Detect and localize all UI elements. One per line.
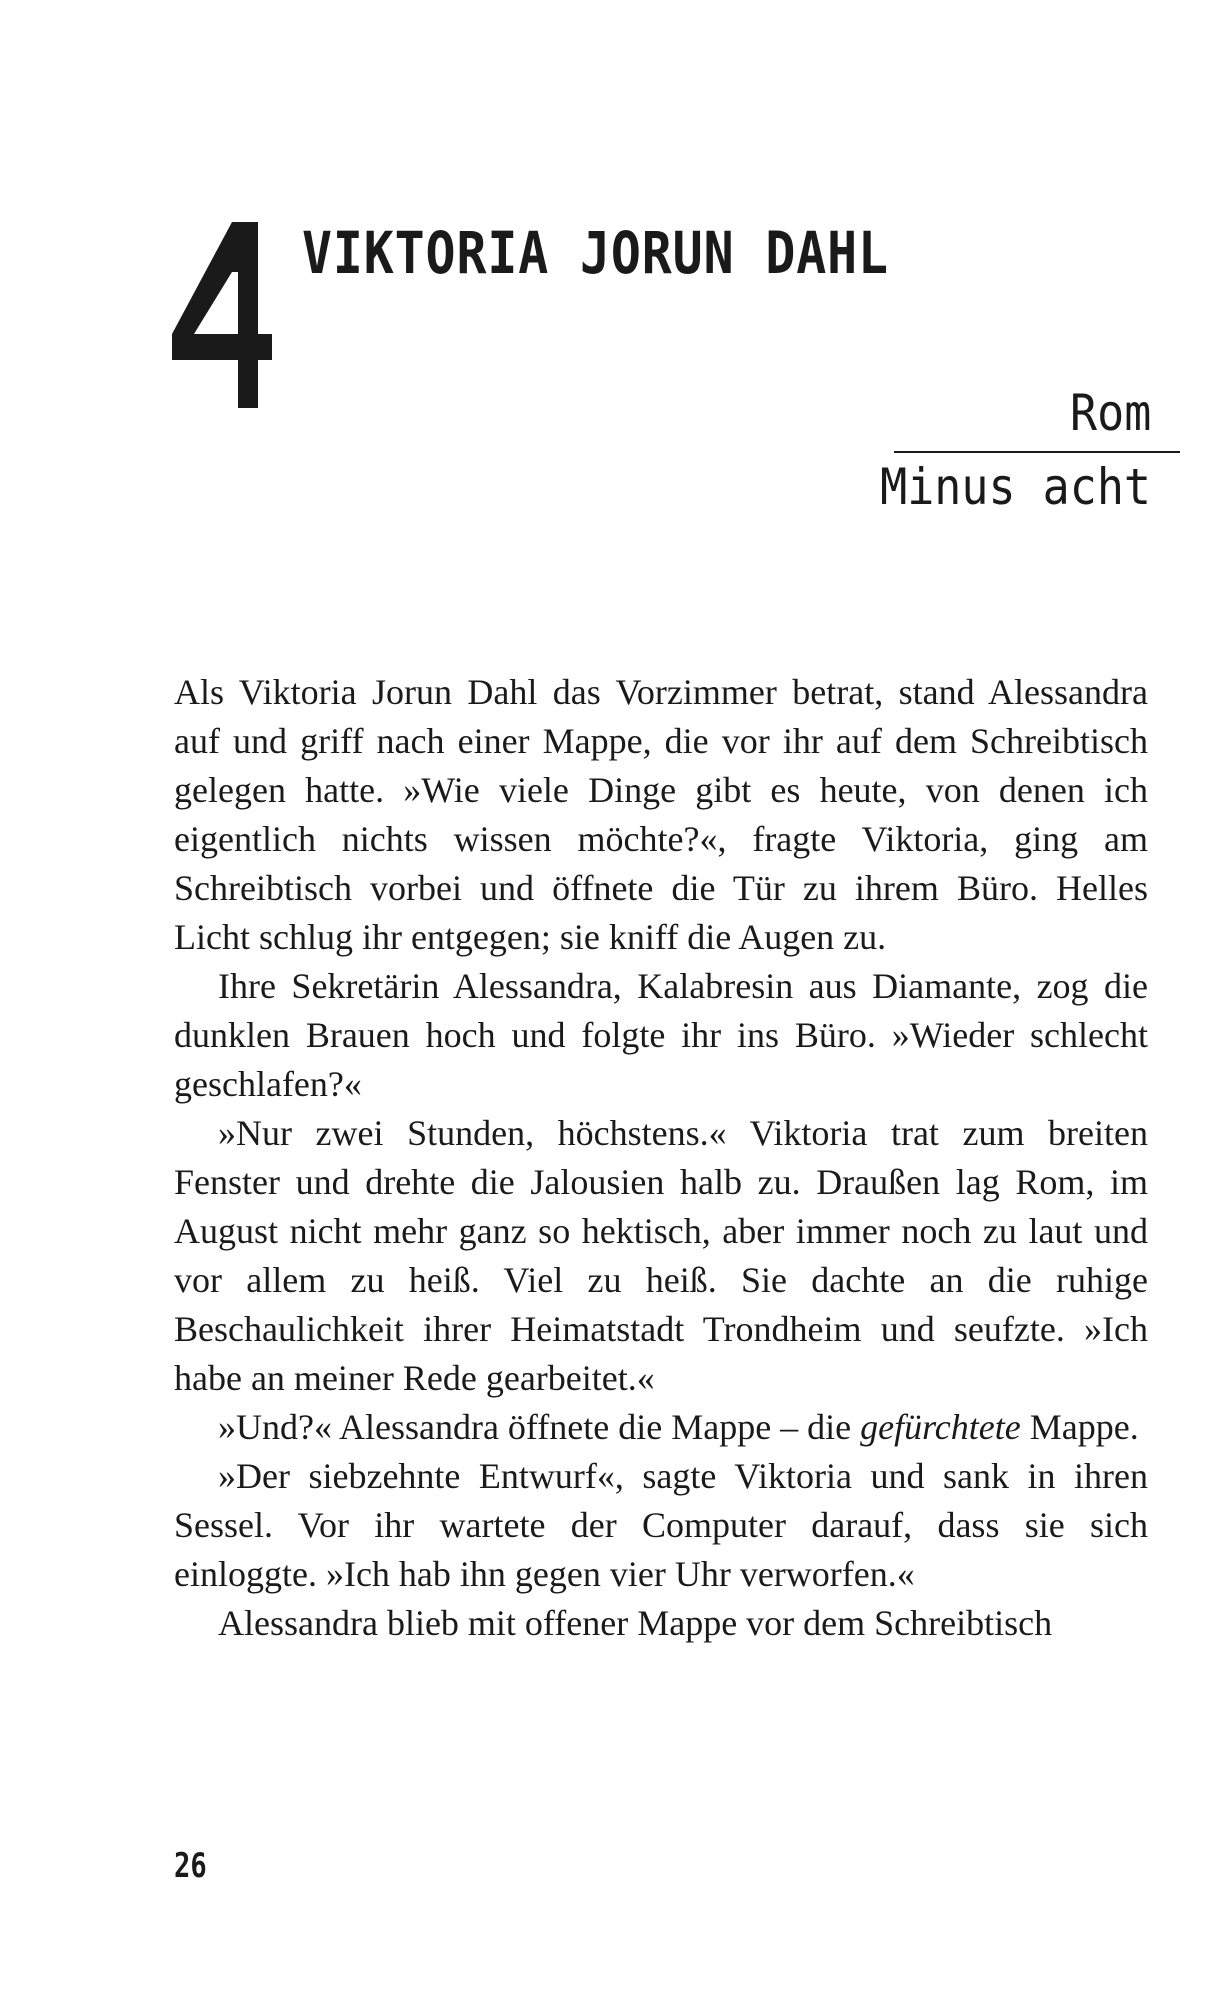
emphasized-word: gefürchtete xyxy=(860,1407,1021,1447)
chapter-title: VIKTORIA JORUN DAHL xyxy=(302,219,889,287)
paragraph-text: »Und?« Alessandra öffnete die Mappe – die xyxy=(218,1407,861,1447)
chapter-time: Minus acht xyxy=(880,458,1151,516)
chapter-location: Rom xyxy=(1069,384,1151,442)
body-text xyxy=(174,668,1148,1648)
paragraph: Als Viktoria Jorun Dahl das Vorzimmer betrat, stand Alessandra auf und griff nach einer Mappe, die vor ihr auf dem Schreibtisch gelegen hatte. »Wie viele Dinge gibt es heute, von denen ich eigentlich nichts wissen möchte?«, fragte Viktoria, ging am Schreibtisch vorbei und öffnete die Tür zu ihrem Büro. Helles Licht schlug ihr entgegen; sie kniff die Augen zu. xyxy=(174,672,1148,957)
paragraph: »Der siebzehnte Entwurf«, sagte Viktoria und sank in ihren Sessel. Vor ihr wartete der Computer darauf, dass sie sich einloggte. »Ich hab ihn gegen vier Uhr verworfen.« xyxy=(174,1456,1148,1594)
paragraph: Ihre Sekretärin Alessandra, Kalabresin aus Diamante, zog die dunklen Brauen hoch und folgte ihr ins Büro. »Wieder schlecht geschlafen?« xyxy=(174,966,1148,1104)
paragraph xyxy=(174,1403,1148,1452)
paragraph: Alessandra blieb mit offener Mappe vor dem Schreibtisch xyxy=(218,1603,1053,1643)
location-divider xyxy=(894,451,1180,453)
paragraph-text: Mappe. xyxy=(1020,1407,1139,1447)
paragraph: »Nur zwei Stunden, höchstens.« Viktoria trat zum breiten Fenster und drehte die Jalousien halb zu. Draußen lag Rom, im August nicht mehr ganz so hektisch, aber immer noch zu laut und vor allem zu heiß. Viel zu heiß. Sie dachte an die ruhige Beschaulichkeit ihrer Heimatstadt Trondheim und seufzte. »Ich habe an meiner Rede gearbeitet.« xyxy=(174,1113,1148,1398)
page-number: 26 xyxy=(174,1846,207,1886)
chapter-number xyxy=(172,222,272,412)
